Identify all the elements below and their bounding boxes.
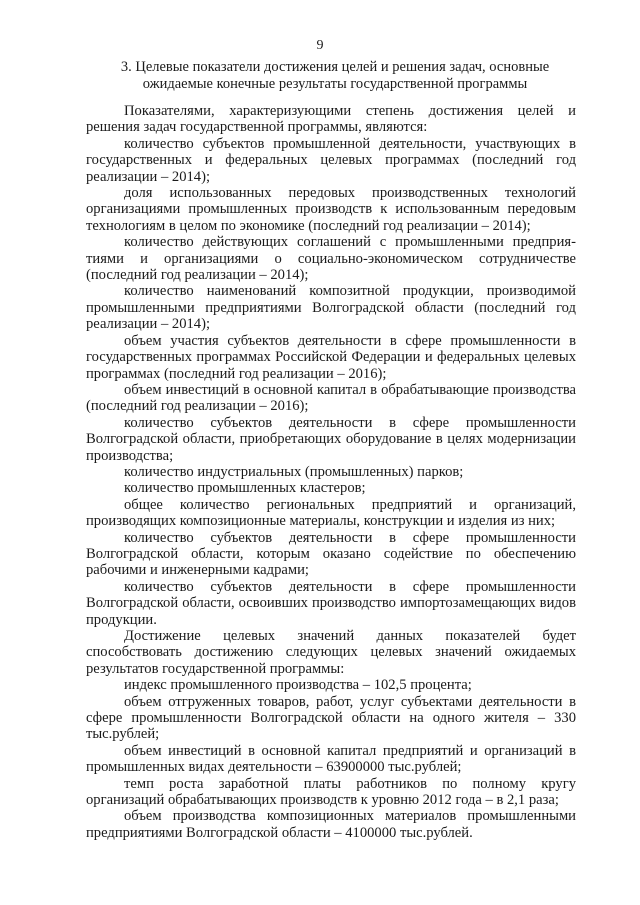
- indicator-item: количество субъектов деятельности в сфере промышленности Волгоградской области, освоивших производство импортозамещающих видов продукции.: [86, 578, 576, 628]
- indicator-item: общее количество региональных предприятий и организаций, производящих композиционные материалы, конструкции и изделия из них;: [86, 496, 576, 530]
- section-title: [90, 59, 580, 92]
- indicator-item: количество индустриальных (промышленных) парков;: [124, 463, 464, 480]
- document-body: [86, 103, 576, 841]
- indicator-item: доля использованных передовых производственных технологий организациями промышленных производств к использованным передовым технологиям в целом по экономике (последний год реализации – 2014);: [86, 185, 576, 234]
- result-item: объем отгруженных товаров, работ, услуг субъектами деятельности в сфере промышленности Волгоградской области на одного жителя – 330 тыс.рублей;: [86, 693, 576, 743]
- paragraph-results-intro: Достижение целевых значений данных показателей будет способствовать достижению следующих целевых значений ожидаемых результатов государственной программы:: [86, 628, 576, 677]
- indicator-item: количество действующих соглашений с промышленными предприятиями и организациями о социально-экономическом сотрудничестве (последний год реализации – 2014);: [86, 234, 576, 284]
- section-title-line-2: ожидаемые конечные результаты государственной программы: [142, 75, 528, 92]
- section-title-line-1: 3. Целевые показатели достижения целей и решения задач, основные: [120, 59, 550, 75]
- result-item: темп роста заработной платы работников по полному кругу организаций обрабатывающих производств к уровню 2012 года – в 2,1 раза;: [86, 775, 576, 809]
- indicator-item: количество субъектов деятельности в сфере промышленности Волгоградской области, которым оказано содействие по обеспечению рабочими и инженерными кадрами;: [86, 529, 576, 579]
- indicator-item: количество наименований композитной продукции, производимой промышленными предприятиями Волгоградской области (последний год реализации – 2014);: [86, 283, 576, 333]
- indicator-item: количество субъектов деятельности в сфере промышленности Волгоградской области, приобретающих оборудование в целях модернизации производства;: [86, 414, 576, 464]
- paragraph-intro: Показателями, характеризующими степень достижения целей и решения задач государственной программы, являются:: [86, 103, 576, 136]
- page-number: 9: [316, 38, 324, 53]
- result-item: объем производства композиционных материалов промышленными предприятиями Волгоградской области – 4100000 тыс.рублей.: [86, 808, 576, 841]
- result-item: индекс промышленного производства – 102,5 процента;: [124, 677, 472, 694]
- indicator-item: количество промышленных кластеров;: [124, 480, 366, 497]
- indicator-item: количество субъектов промышленной деятельности, участвующих в государственных и федеральных целевых программах (последний год реализации – 2014);: [86, 135, 576, 185]
- result-item: объем инвестиций в основной капитал предприятий и организаций в промышленных видах деятельности – 63900000 тыс.рублей;: [86, 742, 576, 776]
- indicator-item: объем инвестиций в основной капитал в обрабатывающие производства (последний год реализации – 2016);: [86, 381, 576, 415]
- indicator-item: объем участия субъектов деятельности в сфере промышленности в государственных программах Российской Федерации и федеральных целевых программах (последний год реализации – 2016);: [86, 332, 576, 382]
